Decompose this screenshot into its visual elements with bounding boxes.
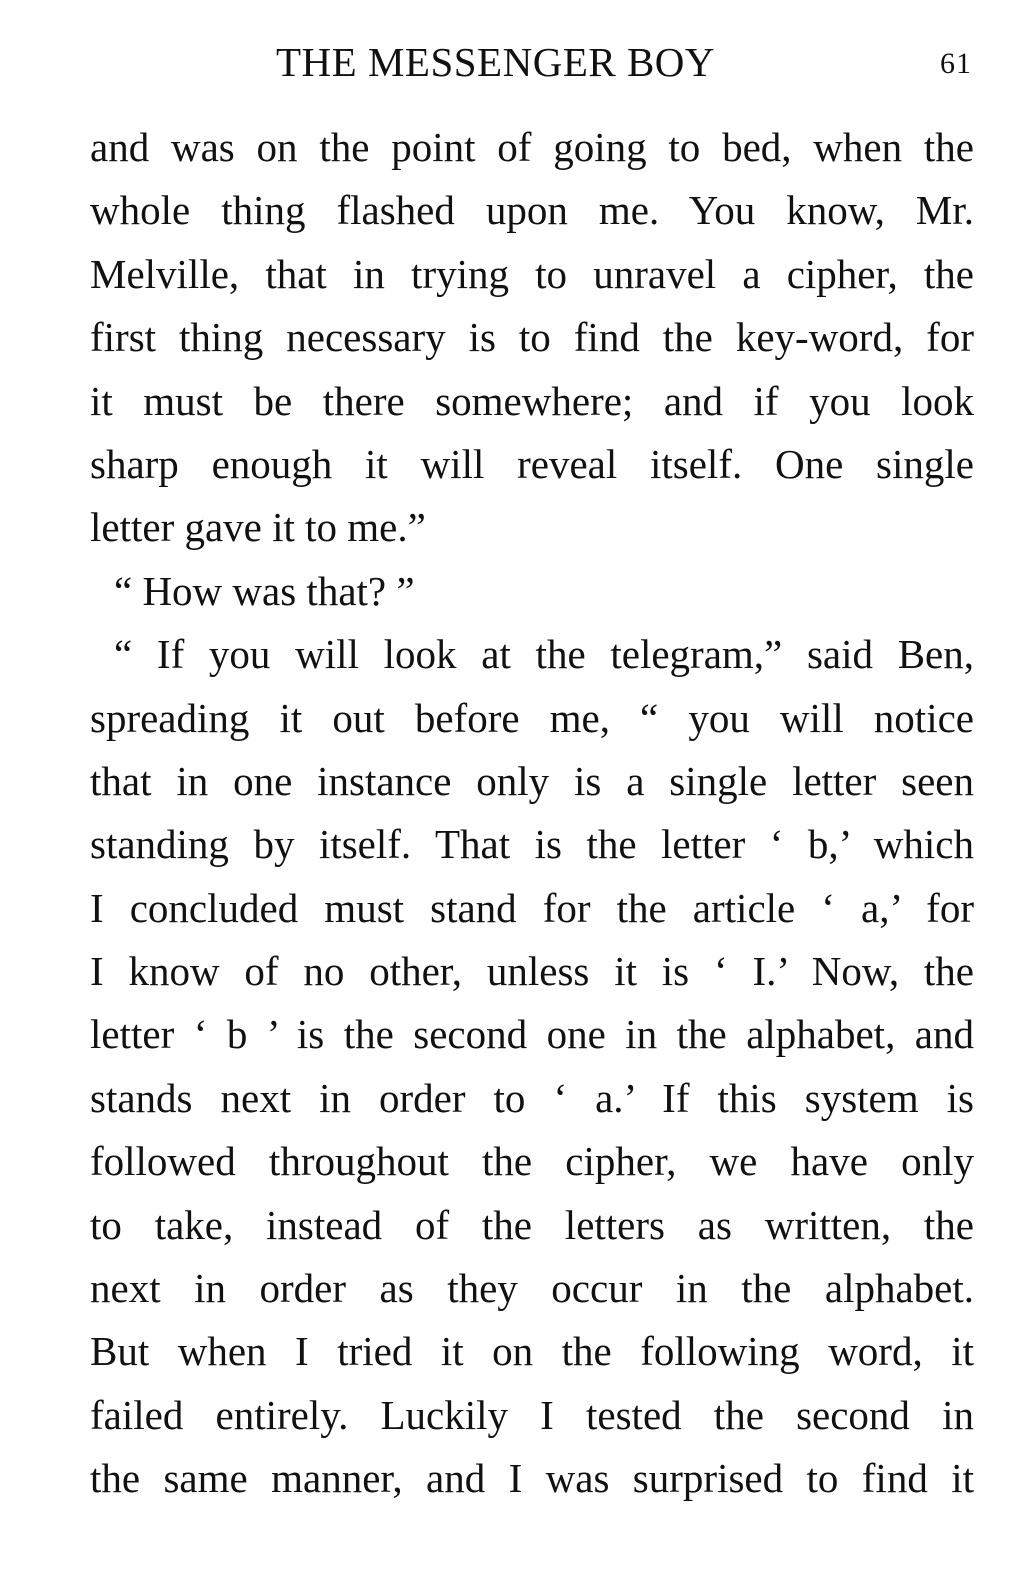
page-number: 61: [940, 47, 972, 80]
text-line: failed entirely. Luckily I tested the second in: [90, 1391, 974, 1438]
text-line: spreading it out before me, “ you will notice: [90, 694, 974, 741]
text-line: whole thing flashed upon me. You know, Mr.: [90, 187, 974, 234]
body-text: [90, 116, 974, 1511]
text-line: that in one instance only is a single letter seen: [90, 757, 974, 804]
text-line: and was on the point of going to bed, when the: [90, 124, 974, 170]
text-line: letter ‘ b ’ is the second one in the alphabet, and: [90, 1011, 974, 1058]
text-line: to take, instead of the letters as written, the: [90, 1201, 974, 1248]
text-line: the same manner, and I was surprised to find it: [90, 1455, 974, 1502]
text-line: next in order as they occur in the alphabet.: [90, 1265, 974, 1312]
text-line: I know of no other, unless it is ‘ I.’ Now, the: [90, 948, 974, 995]
text-line: first thing necessary is to find the key-word, for: [90, 314, 974, 361]
running-head-title: THE MESSENGER BOY: [276, 39, 716, 85]
text-line: I concluded must stand for the article ‘ a,’ for: [90, 884, 974, 931]
text-line: letter gave it to me.”: [90, 504, 426, 551]
text-line: sharp enough it will reveal itself. One single: [90, 440, 974, 487]
text-line: it must be there somewhere; and if you look: [90, 377, 974, 424]
text-line: followed throughout the cipher, we have only: [90, 1138, 974, 1185]
running-head: [90, 34, 972, 90]
text-line: But when I tried it on the following word, it: [90, 1328, 974, 1375]
text-line: Melville, that in trying to unravel a cipher, the: [90, 250, 974, 297]
text-line: “ How was that? ”: [114, 567, 415, 614]
text-line: standing by itself. That is the letter ‘ b,’ which: [90, 821, 974, 868]
text-line: “ If you will look at the telegram,” said Ben,: [114, 631, 974, 678]
text-line: stands next in order to ‘ a.’ If this system is: [90, 1074, 974, 1121]
